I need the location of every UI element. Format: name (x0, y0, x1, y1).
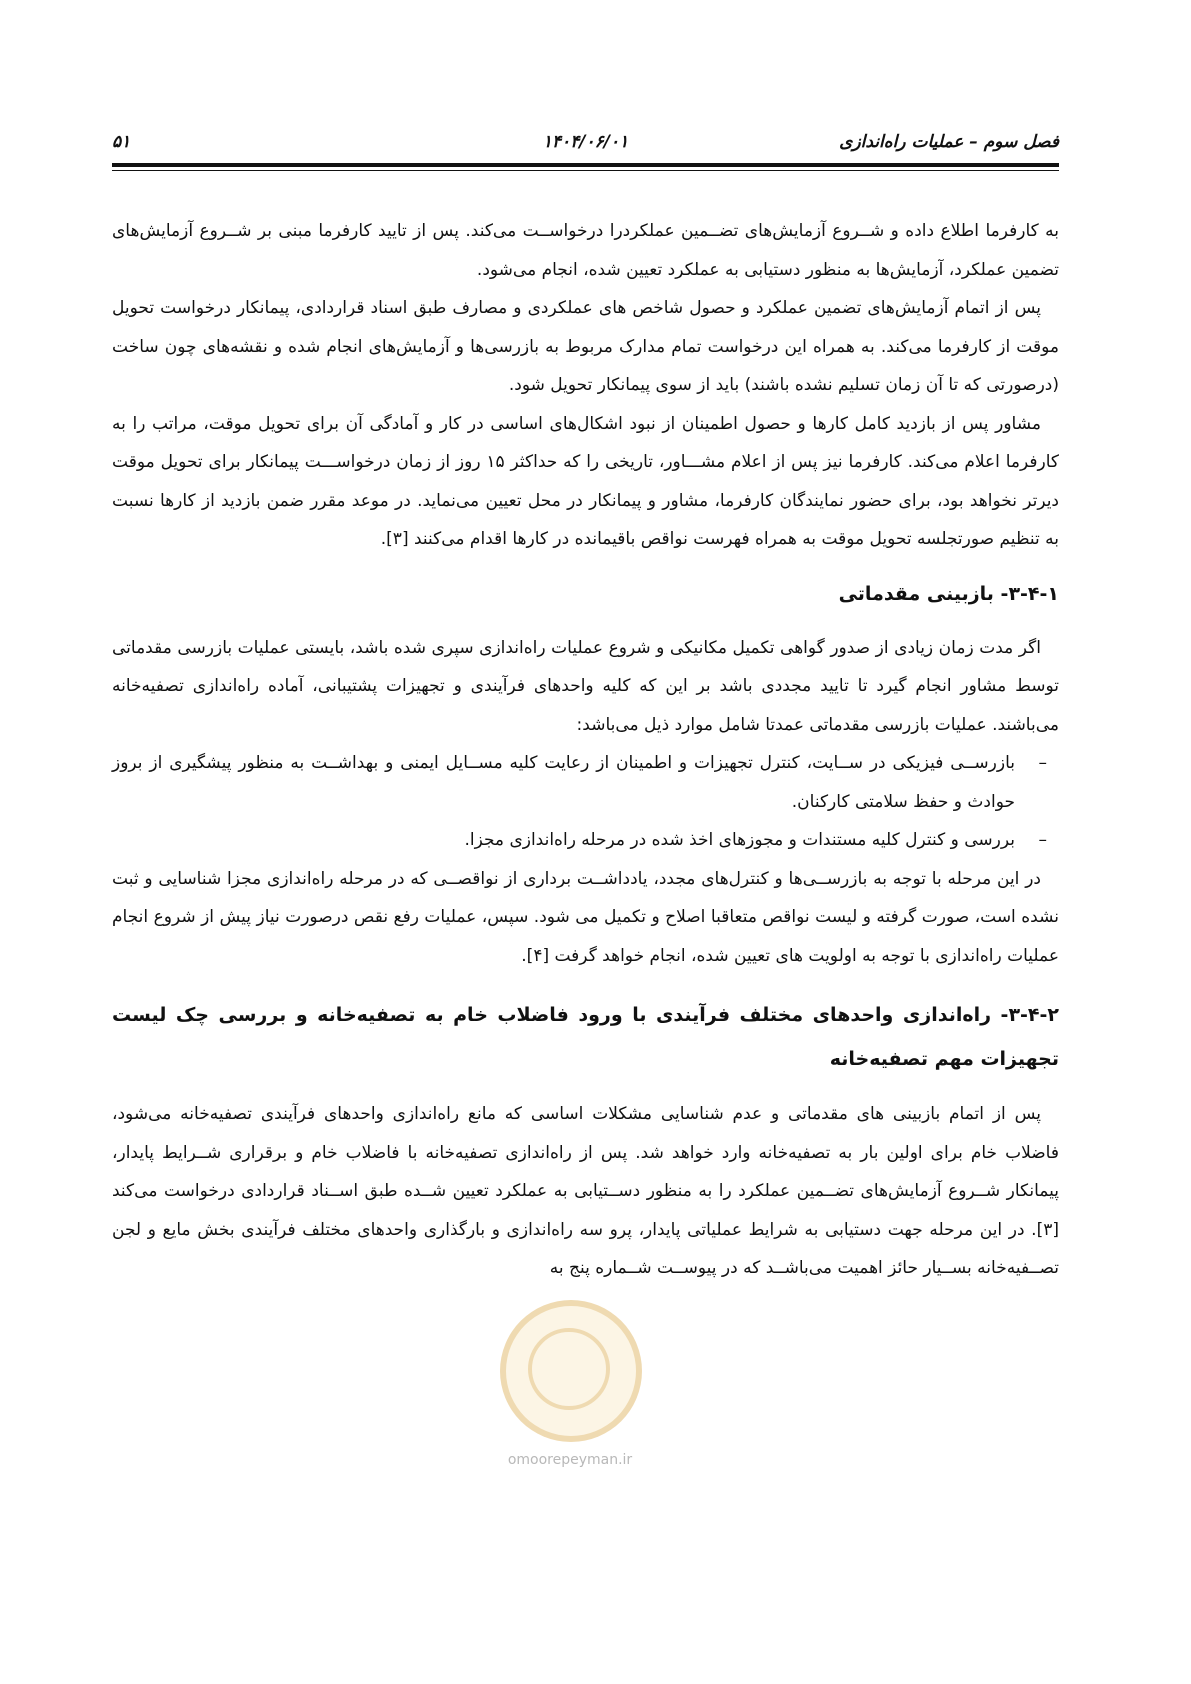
chapter-title: فصل سوم – عملیات راه‌اندازی (839, 132, 1059, 152)
bullet-list (112, 744, 1059, 860)
page-number: ۵۱ (112, 132, 131, 152)
bullet-dash: – (1038, 753, 1047, 773)
list-item (112, 821, 1059, 860)
list-item (112, 744, 1059, 821)
list-item-text: بازرســی فیزیکی در ســایت، کنترل تجهیزات و اطمینان از رعایت کلیه مســایل ایمنی و بهداشــت به منظور پیشگیری از بروز حوادث و حفظ سلامتی کارکنان. (112, 753, 1015, 812)
paragraph: به کارفرما اطلاع داده و شــروع آزمایش‌های تضــمین عملکردرا درخواســت می‌کند. پس از تایید کارفرما مبنی بر شــروع آزمایش‌های تضمین عملکرد، آزمایش‌ها به منظور دستیابی به عملکرد تعیین شده، انجام می‌شود. (112, 221, 1059, 280)
paragraph: در این مرحله با توجه به بازرســی‌ها و کنترل‌های مجدد، یادداشــت برداری از نواقصــی که در مرحله راه‌اندازی مجزا شناسایی و ثبت نشده است، صورت گرفته و لیست نواقص متعاقبا اصلاح و تکمیل می شود. سپس، عملیات رفع نقص درصورت نیاز پیش از شروع انجام عملیات راه‌اندازی با توجه به اولویت های تعیین شده، انجام خواهد گرفت [۴]. (112, 868, 1059, 966)
list-item-text: بررسی و کنترل کلیه مستندات و مجوزهای اخذ شده در مرحله راه‌اندازی مجزا. (464, 830, 1015, 850)
header-rule-thick (112, 163, 1059, 167)
section-heading: ۳-۴-۲- راه‌اندازی واحدهای مختلف فرآیندی با ورود فاضلاب خام به تصفیه‌خانه و بررسی چک لیست تجهیزات مهم تصفیه‌خانه (112, 1004, 1059, 1070)
page-header (112, 132, 1059, 156)
watermark-text: omoorepeyman.ir (507, 1452, 633, 1468)
header-rule-thin (112, 170, 1059, 171)
bullet-dash: – (1038, 830, 1047, 850)
paragraph: اگر مدت زمان زیادی از صدور گواهی تکمیل مکانیکی و شروع عملیات راه‌اندازی سپری شده باشد، بایستی عملیات بازرسی مقدماتی توسط مشاور انجام گیرد تا تایید مجددی باشد بر این که کلیه واحدهای فرآیندی و تجهیزات پشتیبانی، آماده راه‌اندازی تصفیه‌خانه می‌باشند. عملیات بازرسی مقدماتی عمدتا شامل موارد ذیل می‌باشد: (112, 637, 1059, 735)
paragraph: پس از اتمام آزمایش‌های تضمین عملکرد و حصول شاخص های عملکردی و مصارف طبق اسناد قراردادی، پیمانکار درخواست تحویل موقت از کارفرما می‌کند. به همراه این درخواست تمام مدارک مربوط به بازرسی‌ها و آزمایش‌های انجام شده و نقشه‌های چون ساخت (درصورتی که تا آن زمان تسلیم نشده باشند) باید از سوی پیمانکار تحویل شود. (112, 298, 1059, 395)
header-date: ۱۴۰۴/۰۶/۰۱ (542, 132, 629, 152)
watermark-seal (500, 1300, 642, 1442)
paragraph: پس از اتمام بازبینی های مقدماتی و عدم شناسایی مشکلات اساسی که مانع راه‌اندازی واحدهای فرآیندی تصفیه‌خانه می‌شود، فاضلاب خام برای اولین بار به تصفیه‌خانه وارد خواهد شد. پس از راه‌اندازی تصفیه‌خانه با فاضلاب خام و برقراری شــرایط پایدار، پیمانکار شــروع آزمایش‌های تضــمین عملکرد را به منظور دســتیابی به عملکرد تعیین شــده طبق اســناد قراردادی درخواست می‌کند [۳]. در این مرحله جهت دستیابی به شرایط عملیاتی پایدار، پرو سه راه‌اندازی و بارگذاری واحدهای مختلف فرآیندی بخش مایع و لجن تصــفیه‌خانه بســیار حائز اهمیت می‌باشــد که در پیوســت شــماره پنج به (112, 1104, 1059, 1278)
paragraph: مشاور پس از بازدید کامل کارها و حصول اطمینان از نبود اشکال‌های اساسی در کار و آمادگی آن برای تحویل موقت، مراتب را به کارفرما اعلام می‌کند. کارفرما نیز پس از اعلام مشـــاور، تاریخی را که حداکثر ۱۵ روز از زمان درخواســـت پیمانکار برای تحویل موقت دیرتر نخواهد بود، برای حضور نمایندگان کارفرما، مشاور و پیمانکار در محل تعیین می‌نماید. در موعد مقرر ضمن بازدید از کارها نسبت به تنظیم صورتجلسه تحویل موقت به همراه فهرست نواقص باقیمانده در کارها اقدام می‌کنند [۳]. (112, 413, 1060, 549)
page-body (112, 212, 1059, 1288)
section-heading: ۳-۴-۱- بازبینی مقدماتی (838, 582, 1059, 605)
watermark-seal-inner (528, 1328, 610, 1410)
